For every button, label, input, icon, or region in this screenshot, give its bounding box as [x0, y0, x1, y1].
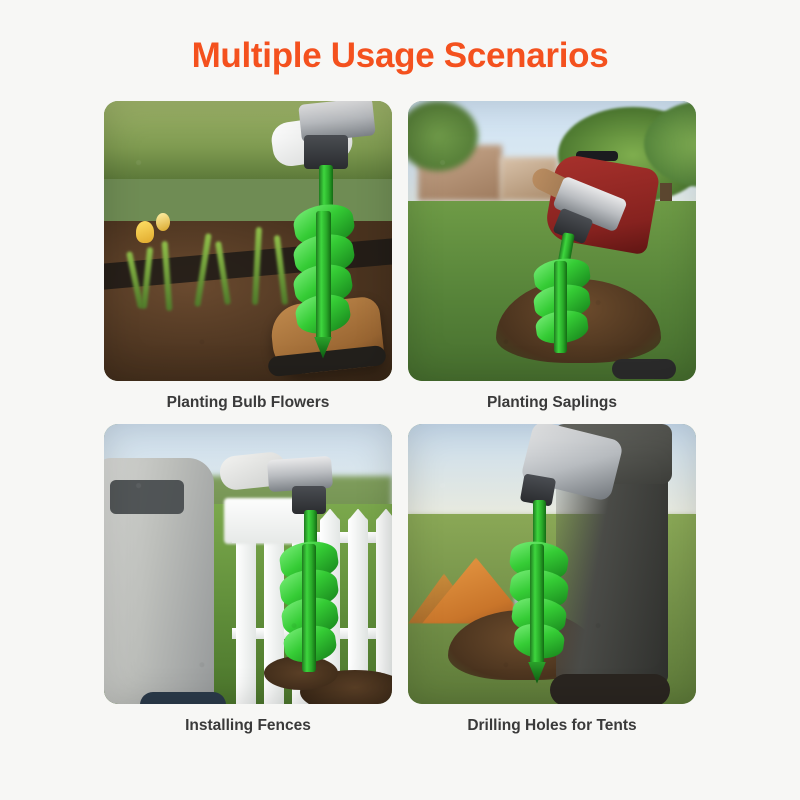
daffodil-flower [156, 213, 170, 231]
auger-shaft [302, 544, 316, 672]
scenario-caption: Planting Saplings [486, 393, 618, 411]
shoe [140, 692, 226, 704]
scenario-image-planting-saplings [408, 101, 696, 381]
scenario-image-planting-bulb-flowers [104, 101, 392, 381]
flower-bulb [170, 357, 196, 380]
scenario-image-drilling-holes-for-tents [408, 424, 696, 704]
scenario-image-installing-fences [104, 424, 392, 704]
scenario-card-drilling-holes-for-tents[interactable] [408, 424, 696, 737]
flower-bulb [138, 351, 172, 379]
work-boot [550, 674, 670, 704]
scenario-card-planting-bulb-flowers[interactable] [104, 101, 392, 414]
scenario-caption: Planting Bulb Flowers [166, 393, 330, 411]
flower-bulb [254, 299, 276, 318]
shoe [612, 359, 676, 379]
drill-chuck [304, 135, 348, 169]
scenario-card-installing-fences[interactable] [104, 424, 392, 737]
scenario-card-planting-saplings[interactable] [408, 101, 696, 414]
trouser-pocket [110, 480, 184, 514]
fence-picket [236, 518, 256, 704]
flower-bulb [226, 355, 248, 374]
daffodil-flower [136, 221, 154, 243]
flower-bulb [208, 311, 230, 330]
page-title: Multiple Usage Scenarios [191, 36, 609, 75]
flower-bulb [124, 297, 148, 317]
scenario-caption: Drilling Holes for Tents [467, 716, 637, 734]
flower-bulb [112, 325, 142, 351]
auger-shaft [316, 211, 331, 341]
auger-shaft [530, 544, 544, 664]
scenario-grid [104, 101, 696, 737]
auger-shaft [304, 510, 317, 546]
scenario-caption: Installing Fences [185, 716, 311, 734]
auger-shaft [533, 500, 546, 546]
auger-shaft [554, 261, 567, 353]
